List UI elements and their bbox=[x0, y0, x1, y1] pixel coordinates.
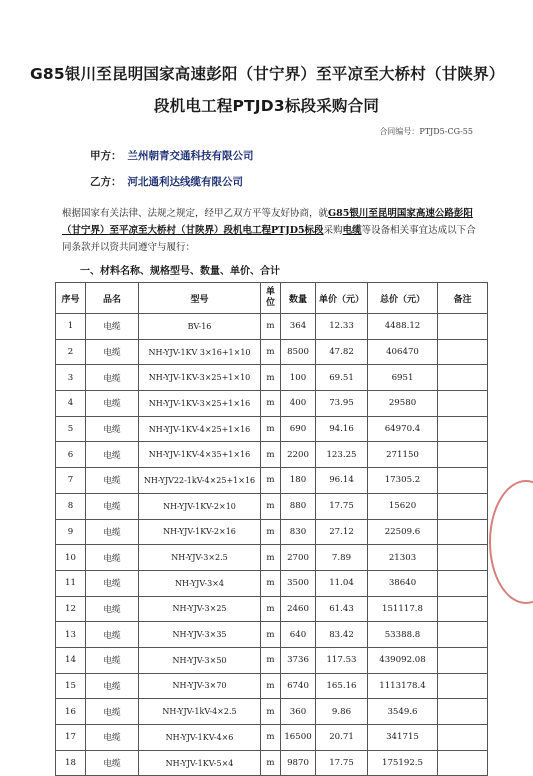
cell-unit: m bbox=[261, 725, 281, 751]
cell-qty: 640 bbox=[281, 622, 316, 648]
cell-remark bbox=[438, 416, 488, 442]
cell-name: 电缆 bbox=[86, 596, 139, 622]
cell-no: 18 bbox=[56, 750, 86, 776]
cell-name: 电缆 bbox=[86, 416, 139, 442]
cell-no: 14 bbox=[56, 647, 86, 673]
cell-name: 电缆 bbox=[86, 391, 139, 417]
intro-item: 电缆 bbox=[342, 225, 362, 236]
cell-name: 电缆 bbox=[86, 699, 139, 725]
cell-price: 12.33 bbox=[316, 314, 368, 340]
party-b bbox=[90, 174, 243, 189]
cell-remark bbox=[438, 570, 488, 596]
cell-qty: 6740 bbox=[281, 673, 316, 699]
table-row bbox=[56, 673, 488, 699]
cell-price: 11.04 bbox=[316, 570, 368, 596]
cell-remark bbox=[438, 545, 488, 571]
table-row bbox=[56, 647, 488, 673]
party-a-name: 兰州朝青交通科技有限公司 bbox=[127, 150, 254, 162]
table-header-row bbox=[56, 283, 488, 314]
cell-qty: 8500 bbox=[281, 339, 316, 365]
cell-qty: 3736 bbox=[281, 647, 316, 673]
table-row bbox=[56, 314, 488, 340]
table-row bbox=[56, 339, 488, 365]
cell-no: 1 bbox=[56, 314, 86, 340]
table-row bbox=[56, 596, 488, 622]
cell-remark bbox=[438, 339, 488, 365]
table-row bbox=[56, 545, 488, 571]
table-row bbox=[56, 725, 488, 751]
table-row bbox=[56, 365, 488, 391]
cell-remark bbox=[438, 391, 488, 417]
cell-qty: 830 bbox=[281, 519, 316, 545]
party-b-name: 河北通利达线缆有限公司 bbox=[127, 176, 243, 188]
contract-number-label: 合同编号： bbox=[379, 127, 420, 136]
section-heading: 一、材料名称、规格型号、数量、单价、合计 bbox=[80, 266, 280, 277]
cell-total: 1113178.4 bbox=[368, 673, 438, 699]
cell-name: 电缆 bbox=[86, 519, 139, 545]
cell-price: 69.51 bbox=[316, 365, 368, 391]
cell-name: 电缆 bbox=[86, 647, 139, 673]
intro-paragraph bbox=[62, 205, 482, 256]
cell-no: 7 bbox=[56, 468, 86, 494]
cell-unit: m bbox=[261, 519, 281, 545]
header-unit bbox=[261, 283, 281, 314]
cell-no: 4 bbox=[56, 391, 86, 417]
cell-remark bbox=[438, 314, 488, 340]
cell-model: NH-YJV-3×35 bbox=[139, 622, 261, 648]
cell-no: 5 bbox=[56, 416, 86, 442]
cell-unit: m bbox=[261, 468, 281, 494]
table-row bbox=[56, 519, 488, 545]
contract-number-value: PTJD5-CG-55 bbox=[419, 127, 473, 136]
header-qty: 数量 bbox=[281, 283, 316, 314]
cell-no: 3 bbox=[56, 365, 86, 391]
cell-model: NH-YJV-1KV-4×25+1×16 bbox=[139, 416, 261, 442]
cell-remark bbox=[438, 622, 488, 648]
cell-price: 96.14 bbox=[316, 468, 368, 494]
cell-remark bbox=[438, 750, 488, 776]
cell-model: NH-YJV-1KV-2×16 bbox=[139, 519, 261, 545]
cell-qty: 400 bbox=[281, 391, 316, 417]
cell-price: 27.12 bbox=[316, 519, 368, 545]
cell-no: 12 bbox=[56, 596, 86, 622]
cell-no: 13 bbox=[56, 622, 86, 648]
cell-no: 6 bbox=[56, 442, 86, 468]
cell-no: 17 bbox=[56, 725, 86, 751]
cell-unit: m bbox=[261, 314, 281, 340]
cell-total: 175192.5 bbox=[368, 750, 438, 776]
cell-total: 4488.12 bbox=[368, 314, 438, 340]
cell-name: 电缆 bbox=[86, 725, 139, 751]
cell-qty: 690 bbox=[281, 416, 316, 442]
cell-qty: 9870 bbox=[281, 750, 316, 776]
cell-unit: m bbox=[261, 416, 281, 442]
table-row bbox=[56, 750, 488, 776]
header-name: 品名 bbox=[86, 283, 139, 314]
cell-no: 11 bbox=[56, 570, 86, 596]
cell-remark bbox=[438, 725, 488, 751]
cell-qty: 2700 bbox=[281, 545, 316, 571]
header-price: 单价（元） bbox=[316, 283, 368, 314]
table-row bbox=[56, 622, 488, 648]
cell-total: 439092.08 bbox=[368, 647, 438, 673]
table-row bbox=[56, 391, 488, 417]
cell-no: 16 bbox=[56, 699, 86, 725]
header-total: 总价（元） bbox=[368, 283, 438, 314]
cell-qty: 880 bbox=[281, 493, 316, 519]
cell-remark bbox=[438, 442, 488, 468]
cell-price: 7.89 bbox=[316, 545, 368, 571]
cell-price: 123.25 bbox=[316, 442, 368, 468]
table-row bbox=[56, 468, 488, 494]
party-b-label: 乙方： bbox=[90, 176, 122, 188]
cell-name: 电缆 bbox=[86, 622, 139, 648]
cell-model: NH-YJV-1kV-4×2.5 bbox=[139, 699, 261, 725]
cell-qty: 180 bbox=[281, 468, 316, 494]
cell-model: NH-YJV-1KV-4×6 bbox=[139, 725, 261, 751]
cell-price: 117.53 bbox=[316, 647, 368, 673]
table-row bbox=[56, 442, 488, 468]
cell-unit: m bbox=[261, 647, 281, 673]
cell-unit: m bbox=[261, 391, 281, 417]
cell-total: 151117.8 bbox=[368, 596, 438, 622]
cell-qty: 2200 bbox=[281, 442, 316, 468]
contract-number bbox=[379, 126, 473, 137]
cell-no: 10 bbox=[56, 545, 86, 571]
intro-prefix: 根据国家有关法律、法规之规定，经甲乙双方平等友好协商，就 bbox=[62, 208, 329, 219]
header-no: 序号 bbox=[56, 283, 86, 314]
contract-title-line-1: G85银川至昆明国家高速彭阳（甘宁界）至平凉至大桥村（甘陕界） bbox=[30, 65, 505, 83]
contract-title-line-2: 段机电工程PTJD3标段采购合同 bbox=[153, 97, 380, 115]
cell-qty: 3500 bbox=[281, 570, 316, 596]
cell-name: 电缆 bbox=[86, 314, 139, 340]
cell-unit: m bbox=[261, 493, 281, 519]
cell-model: NH-YJV-1KV-5×4 bbox=[139, 750, 261, 776]
cell-name: 电缆 bbox=[86, 468, 139, 494]
header-remark: 备注 bbox=[438, 283, 488, 314]
cell-name: 电缆 bbox=[86, 365, 139, 391]
cell-model: NH-YJV-1KV 3×16+1×10 bbox=[139, 339, 261, 365]
cell-qty: 2460 bbox=[281, 596, 316, 622]
table-row bbox=[56, 699, 488, 725]
cell-model: NH-YJV-3×4 bbox=[139, 570, 261, 596]
cell-unit: m bbox=[261, 442, 281, 468]
cell-qty: 360 bbox=[281, 699, 316, 725]
cell-unit: m bbox=[261, 699, 281, 725]
cell-qty: 16500 bbox=[281, 725, 316, 751]
cell-unit: m bbox=[261, 570, 281, 596]
cell-model: NH-YJV-3×2.5 bbox=[139, 545, 261, 571]
cell-total: 29580 bbox=[368, 391, 438, 417]
cell-no: 9 bbox=[56, 519, 86, 545]
cell-unit: m bbox=[261, 545, 281, 571]
cell-remark bbox=[438, 699, 488, 725]
cell-name: 电缆 bbox=[86, 570, 139, 596]
cell-model: NH-YJV-1KV-3×25+1×16 bbox=[139, 391, 261, 417]
cell-remark bbox=[438, 673, 488, 699]
cell-model: NH-YJV22-1kV-4×25+1×16 bbox=[139, 468, 261, 494]
cell-price: 165.16 bbox=[316, 673, 368, 699]
cell-remark bbox=[438, 468, 488, 494]
cell-total: 21303 bbox=[368, 545, 438, 571]
cell-total: 406470 bbox=[368, 339, 438, 365]
party-a-label: 甲方： bbox=[90, 150, 122, 162]
cell-total: 38640 bbox=[368, 570, 438, 596]
cell-total: 271150 bbox=[368, 442, 438, 468]
cell-name: 电缆 bbox=[86, 442, 139, 468]
cell-model: NH-YJV-1KV-4×35+1×16 bbox=[139, 442, 261, 468]
cell-qty: 364 bbox=[281, 314, 316, 340]
cell-name: 电缆 bbox=[86, 493, 139, 519]
cell-remark bbox=[438, 493, 488, 519]
cell-price: 61.43 bbox=[316, 596, 368, 622]
cell-unit: m bbox=[261, 339, 281, 365]
cell-total: 53388.8 bbox=[368, 622, 438, 648]
cell-model: NH-YJV-3×70 bbox=[139, 673, 261, 699]
cell-unit: m bbox=[261, 596, 281, 622]
table-row bbox=[56, 493, 488, 519]
cell-total: 6951 bbox=[368, 365, 438, 391]
cell-name: 电缆 bbox=[86, 339, 139, 365]
cell-qty: 100 bbox=[281, 365, 316, 391]
cell-remark bbox=[438, 647, 488, 673]
cell-unit: m bbox=[261, 622, 281, 648]
header-unit-text: 单位 bbox=[265, 287, 275, 308]
cell-no: 8 bbox=[56, 493, 86, 519]
table-row bbox=[56, 416, 488, 442]
cell-price: 17.75 bbox=[316, 493, 368, 519]
cell-unit: m bbox=[261, 365, 281, 391]
intro-middle: 采购 bbox=[323, 225, 343, 236]
cell-price: 73.95 bbox=[316, 391, 368, 417]
cell-model: NH-YJV-3×50 bbox=[139, 647, 261, 673]
cell-model: NH-YJV-1KV-3×25+1×10 bbox=[139, 365, 261, 391]
cell-price: 47.82 bbox=[316, 339, 368, 365]
cell-price: 20.71 bbox=[316, 725, 368, 751]
cell-name: 电缆 bbox=[86, 750, 139, 776]
cell-model: NH-YJV-1KV-2×10 bbox=[139, 493, 261, 519]
cell-remark bbox=[438, 519, 488, 545]
intro-project-name: G85银川至昆明国家高速公路彭阳（甘宁界）至平凉至大桥村（甘陕界）段机电工程PTJD5标段 bbox=[62, 208, 473, 236]
cell-price: 83.42 bbox=[316, 622, 368, 648]
cell-total: 15620 bbox=[368, 493, 438, 519]
cell-price: 94.16 bbox=[316, 416, 368, 442]
cell-model: BV-16 bbox=[139, 314, 261, 340]
header-model: 型号 bbox=[139, 283, 261, 314]
cell-model: NH-YJV-3×25 bbox=[139, 596, 261, 622]
cell-name: 电缆 bbox=[86, 673, 139, 699]
cell-total: 17305.2 bbox=[368, 468, 438, 494]
cell-price: 9.86 bbox=[316, 699, 368, 725]
cell-total: 3549.6 bbox=[368, 699, 438, 725]
red-seal-stamp bbox=[489, 480, 533, 604]
party-a bbox=[90, 148, 254, 163]
cell-unit: m bbox=[261, 673, 281, 699]
cell-remark bbox=[438, 365, 488, 391]
intro-suffix: 等设备相关事宜达成以下合同条款并以资共同遵守与履行： bbox=[62, 225, 476, 253]
table-row bbox=[56, 570, 488, 596]
cell-remark bbox=[438, 596, 488, 622]
cell-no: 2 bbox=[56, 339, 86, 365]
cell-total: 22509.6 bbox=[368, 519, 438, 545]
cell-unit: m bbox=[261, 750, 281, 776]
materials-table bbox=[55, 282, 488, 776]
cell-total: 341715 bbox=[368, 725, 438, 751]
cell-no: 15 bbox=[56, 673, 86, 699]
cell-total: 64970.4 bbox=[368, 416, 438, 442]
cell-name: 电缆 bbox=[86, 545, 139, 571]
cell-price: 17.75 bbox=[316, 750, 368, 776]
